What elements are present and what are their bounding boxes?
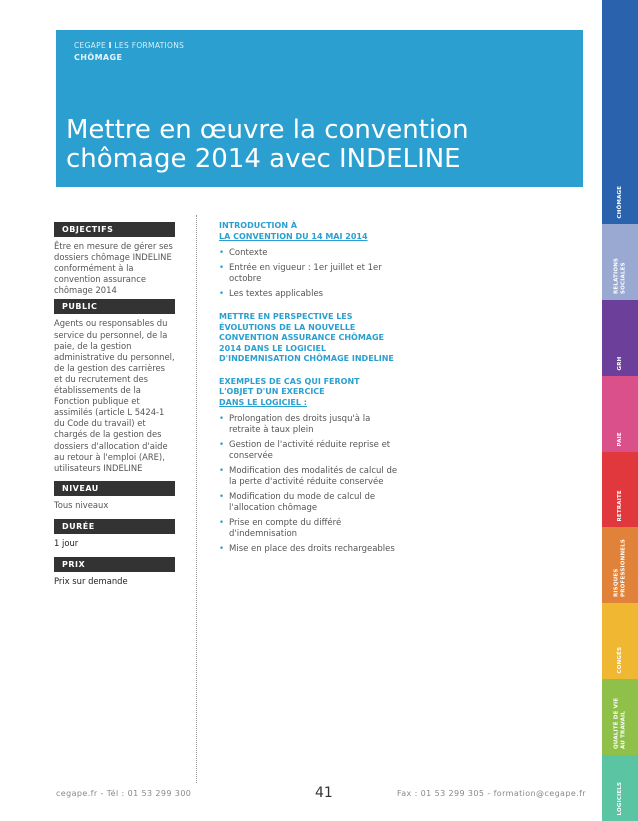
- list-item: • Gestion de l'activité réduite reprise et conservée: [219, 440, 399, 462]
- tab-label: RETRAITE: [616, 489, 623, 521]
- cas-heading-line-3: DANS LE LOGICIEL :: [219, 397, 307, 407]
- program-column: [219, 221, 399, 559]
- cas-heading-line-1: EXEMPLES DE CAS QUI FERONT: [219, 376, 360, 386]
- perspective-heading: METTRE EN PERSPECTIVE LES ÉVOLUTIONS DE LA NOUVELLE CONVENTION ASSURANCE CHÔMAGE 2014 DANS LE LOGICIEL D'INDEMNISATION CHÔMAGE INDELINE: [219, 312, 394, 363]
- tab-qualite-de-vie[interactable]: [602, 679, 638, 755]
- page-number: 41: [315, 785, 333, 801]
- public-label: PUBLIC: [54, 299, 175, 314]
- section-tabs: [602, 0, 638, 821]
- tab-label: LOGICIELS: [616, 781, 623, 815]
- intro-heading-line-2: LA CONVENTION DU 14 MAI 2014: [219, 231, 368, 241]
- cas-heading-line-2: L'OBJET D'UN EXERCICE: [219, 387, 325, 396]
- tab-label: GRH: [616, 356, 623, 370]
- duree-text: 1 jour: [54, 537, 79, 548]
- tab-logiciels[interactable]: [602, 755, 638, 821]
- tab-conges[interactable]: [602, 603, 638, 679]
- tab-label: RELATIONS SOCIALES: [613, 257, 626, 294]
- intro-heading-line-1: INTRODUCTION À: [219, 221, 298, 230]
- list-item: • Contexte: [219, 248, 399, 259]
- eyebrow: [74, 41, 184, 50]
- footer-contact-left: cegape.fr - Tél : 01 53 299 300: [56, 789, 192, 798]
- intro-heading: [219, 221, 399, 242]
- list-item: • Modification des modalités de calcul de la perte d'activité réduite conservée: [219, 466, 399, 488]
- list-item: • Prolongation des droits jusqu'à la retraite à taux plein: [219, 414, 399, 436]
- niveau-text: Tous niveaux: [54, 499, 109, 510]
- list-item: • Entrée en vigueur : 1er juillet et 1er octobre: [219, 263, 399, 285]
- prix-text: Prix sur demande: [54, 575, 128, 586]
- info-column: [54, 222, 175, 590]
- objectifs-text: Être en mesure de gérer ses dossiers chômage INDELINE conformément à la convention assurance chômage 2014: [54, 241, 173, 296]
- page-footer: [56, 787, 586, 803]
- intro-list: [219, 248, 399, 300]
- cas-heading: [219, 377, 399, 409]
- brand: CEGAPE: [74, 41, 106, 50]
- tab-paie[interactable]: [602, 376, 638, 452]
- column-divider: [196, 215, 197, 783]
- cas-list: [219, 414, 399, 555]
- tab-label: QUALITÉ DE VIE AU TRAVAIL: [613, 697, 626, 749]
- tab-chomage[interactable]: [602, 0, 638, 224]
- list-item: • Prise en compte du différé d'indemnisation: [219, 518, 399, 540]
- eyebrow-text: LES FORMATIONS: [114, 41, 185, 50]
- niveau-label: NIVEAU: [54, 481, 175, 496]
- section-name: CHÔMAGE: [74, 53, 123, 62]
- footer-contact-right: Fax : 01 53 299 305 - formation@cegape.fr: [396, 789, 586, 798]
- tab-label: CONGÉS: [616, 646, 623, 673]
- tab-label: PAIE: [616, 431, 623, 446]
- prix-label: PRIX: [54, 557, 175, 572]
- title-line-2: chômage 2014 avec INDELINE: [66, 144, 461, 174]
- list-item: • Les textes applicables: [219, 289, 399, 300]
- public-text: Agents ou responsables du service du personnel, de la paie, de la gestion administrative du personnel, de la gestion des carrières et du recrutement des établissements de la Fonction publique et assimilés (article L 5424-1 du Code du travail) et chargés de la gestion des dossiers d'allocation d'aide au retour à l'emploi (ARE), utilisateurs INDELINE: [54, 318, 175, 473]
- tab-label: RISQUES PROFESSIONNELS: [613, 538, 626, 597]
- tab-label: CHÔMAGE: [616, 185, 623, 218]
- tab-grh[interactable]: [602, 300, 638, 376]
- list-item: • Modification du mode de calcul de l'allocation chômage: [219, 492, 399, 514]
- page-title: [66, 116, 536, 174]
- duree-label: DURÉE: [54, 519, 175, 534]
- title-line-1: Mettre en œuvre la convention: [66, 115, 469, 145]
- objectifs-label: OBJECTIFS: [54, 222, 175, 237]
- tab-relations-sociales[interactable]: [602, 224, 638, 300]
- tab-retraite[interactable]: [602, 452, 638, 527]
- list-item: • Mise en place des droits rechargeables: [219, 544, 399, 555]
- header-banner: [56, 30, 583, 187]
- tab-risques-professionnels[interactable]: [602, 527, 638, 603]
- eyebrow-separator: I: [108, 41, 112, 50]
